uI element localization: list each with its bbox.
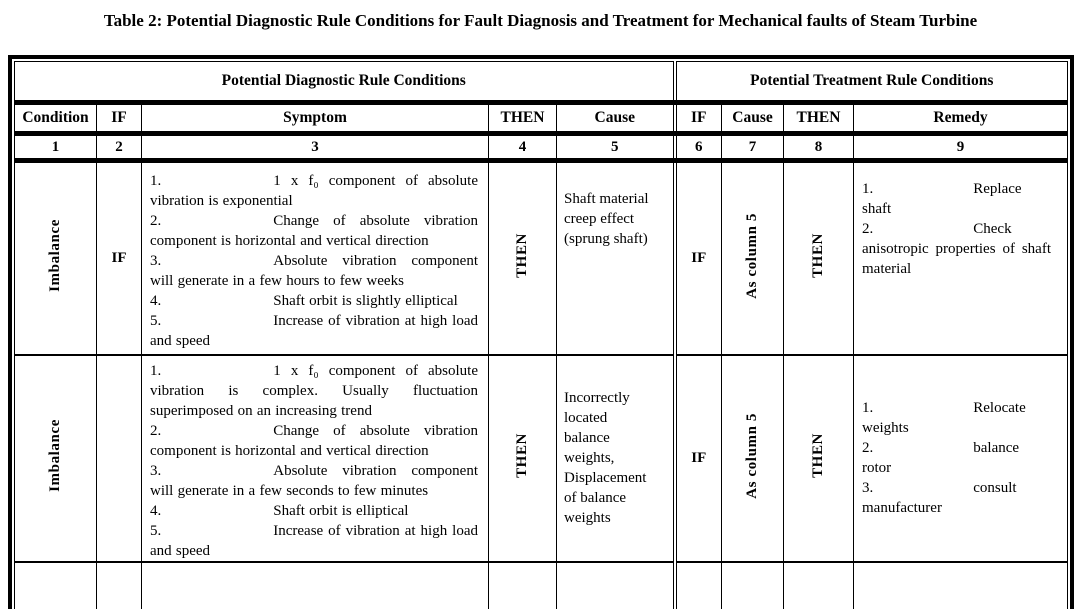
item-text: Replace shaft [862, 181, 1022, 217]
empty-cell [722, 562, 784, 609]
col-header-then-2: THEN [784, 103, 854, 134]
symptom-item [150, 171, 478, 211]
condition-cell [15, 161, 97, 355]
then-cell [489, 161, 557, 355]
empty-cell [557, 562, 675, 609]
treatment-then-cell [784, 161, 854, 355]
item-text: 1 x f₀ component of absolute vibration is complex. Usually fluctuation superimposed on an increasing trend [150, 362, 478, 419]
col-num-7: 7 [722, 134, 784, 161]
col-header-then: THEN [489, 103, 557, 134]
empty-cell [675, 562, 722, 609]
if-cell [97, 355, 142, 562]
remedy-item [862, 438, 1051, 478]
item-text: Increase of vibration at high load and speed [150, 312, 478, 349]
item-number: 4. [150, 502, 162, 519]
symptom-item [150, 291, 478, 311]
item-number: 2. [862, 440, 874, 456]
item-number: 3. [150, 462, 162, 479]
table-caption: Table 2: Potential Diagnostic Rule Conditions for Fault Diagnosis and Treatment for Mechanical faults of Steam Turbine [103, 11, 978, 30]
symptom-item [150, 311, 478, 351]
remedy-item [862, 478, 1051, 518]
symptom-item [150, 521, 478, 561]
if-cell: IF [97, 161, 142, 355]
item-text: Shaft orbit is slightly elliptical [273, 292, 458, 309]
symptom-item [150, 461, 478, 501]
item-text: Absolute vibration component will generate in a few hours to few weeks [150, 252, 478, 289]
col-num-8: 8 [784, 134, 854, 161]
cause-text: Shaft material creep effect (sprung shaft) [564, 191, 649, 247]
treatment-if-cell: IF [675, 355, 722, 562]
item-text: balance rotor [862, 440, 1020, 476]
remedy-cell [854, 355, 1068, 562]
item-number: 2. [150, 212, 162, 229]
as-column-5-label-vertical: As column 5 [744, 412, 760, 499]
symptom-cell [142, 355, 489, 562]
col-header-cause-2: Cause [722, 103, 784, 134]
empty-cell [142, 562, 489, 609]
item-text: Relocate weights [862, 400, 1026, 436]
item-number: 5. [150, 312, 162, 329]
item-number: 2. [862, 221, 874, 237]
group-header-treatment: Potential Treatment Rule Conditions [675, 62, 1068, 103]
item-text: consult manufacturer [862, 480, 1017, 516]
item-text: Increase of vibration at high load and speed [150, 522, 478, 559]
item-text: 1 x f₀ component of absolute vibration is exponential [150, 172, 478, 209]
table-outer-border [8, 55, 1074, 609]
condition-cell [15, 355, 97, 562]
col-num-6: 6 [675, 134, 722, 161]
empty-cell [854, 562, 1068, 609]
group-header-row [15, 62, 1068, 103]
item-number: 5. [150, 522, 162, 539]
then-label-vertical: THEN [514, 233, 530, 279]
item-number: 3. [862, 480, 874, 496]
then-label-vertical: THEN [810, 233, 826, 279]
table-row [15, 355, 1068, 562]
then-label-vertical: THEN [810, 433, 826, 478]
then-cell [489, 355, 557, 562]
remedy-cell [854, 161, 1068, 355]
item-number: 2. [150, 422, 162, 439]
col-header-symptom: Symptom [142, 103, 489, 134]
col-header-cause: Cause [557, 103, 675, 134]
symptom-item [150, 361, 478, 421]
clipped-next-row [15, 562, 1068, 609]
empty-cell [97, 562, 142, 609]
col-num-2: 2 [97, 134, 142, 161]
item-number: 1. [150, 362, 162, 379]
item-number: 1. [150, 172, 162, 189]
col-num-5: 5 [557, 134, 675, 161]
symptom-item [150, 421, 478, 461]
condition-label-vertical: Imbalance [47, 219, 63, 293]
treatment-cause-cell [722, 355, 784, 562]
item-text: Change of absolute vibration component is horizontal and vertical direction [150, 212, 478, 249]
treatment-then-cell [784, 355, 854, 562]
item-text: Change of absolute vibration component is horizontal and vertical direction [150, 422, 478, 459]
column-header-row [15, 103, 1068, 134]
treatment-cause-cell [722, 161, 784, 355]
document-page [0, 9, 1081, 609]
table-row [15, 161, 1068, 355]
as-column-5-label-vertical: As column 5 [744, 212, 760, 299]
item-number: 3. [150, 252, 162, 269]
empty-cell [15, 562, 97, 609]
cause-cell [557, 161, 675, 355]
col-num-3: 3 [142, 134, 489, 161]
item-text: Check anisotropic properties of shaft material [862, 221, 1051, 277]
treatment-if-cell: IF [675, 161, 722, 355]
empty-cell [784, 562, 854, 609]
item-number: 4. [150, 292, 162, 309]
item-number: 1. [862, 400, 874, 416]
symptom-item [150, 211, 478, 251]
symptom-item [150, 501, 478, 521]
symptom-item [150, 251, 478, 291]
col-num-4: 4 [489, 134, 557, 161]
then-label-vertical: THEN [514, 433, 530, 478]
group-header-diagnostic: Potential Diagnostic Rule Conditions [15, 62, 675, 103]
remedy-item [862, 398, 1051, 438]
remedy-item [862, 179, 1051, 219]
symptom-cell [142, 161, 489, 355]
col-header-remedy: Remedy [854, 103, 1068, 134]
condition-label-vertical: Imbalance [47, 419, 63, 492]
empty-cell [489, 562, 557, 609]
diagnostic-rule-table [14, 61, 1068, 609]
item-text: Shaft orbit is elliptical [273, 502, 409, 519]
item-number: 1. [862, 181, 874, 197]
cause-text: Incorrectly located balance weights, Displacement of balance weights [564, 390, 647, 526]
column-number-row [15, 134, 1068, 161]
col-header-if-2: IF [675, 103, 722, 134]
col-header-condition: Condition [15, 103, 97, 134]
col-header-if: IF [97, 103, 142, 134]
col-num-9: 9 [854, 134, 1068, 161]
cause-cell [557, 355, 675, 562]
remedy-item [862, 219, 1051, 279]
item-text: Absolute vibration component will generate in a few seconds to few minutes [150, 462, 478, 499]
col-num-1: 1 [15, 134, 97, 161]
